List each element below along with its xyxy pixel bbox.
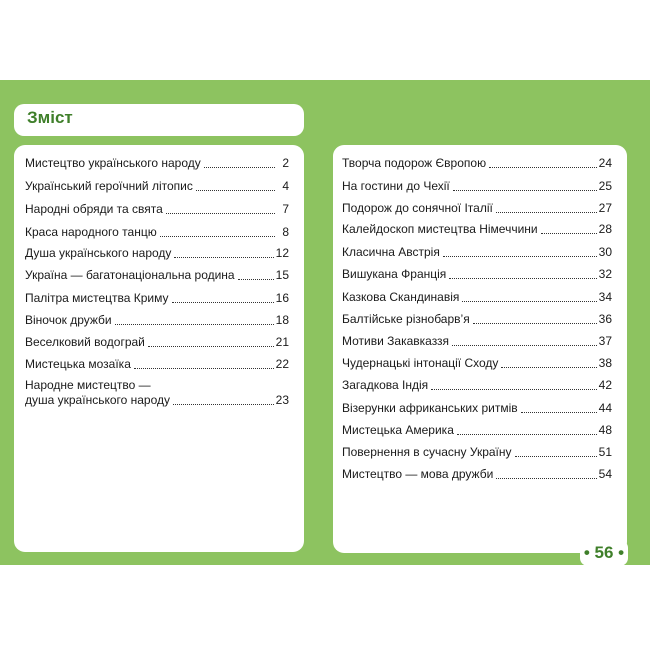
dot-leader [134, 367, 274, 369]
toc-entry-page: 18 [275, 313, 289, 327]
toc-entry-title: Мистецька Америка [342, 423, 454, 437]
toc-entry-page: 22 [275, 357, 289, 371]
toc-entry-title: Балтійське різнобарв’я [342, 312, 470, 326]
dot-leader [541, 232, 597, 234]
toc-entry[interactable] [25, 202, 289, 217]
dot-leader [453, 189, 597, 191]
toc-entry[interactable] [25, 246, 289, 261]
toc-entry-title-line1: Народне мистецтво — [25, 378, 151, 392]
dot-leader [449, 277, 596, 279]
toc-entry-title: Мистецтво — мова дружби [342, 467, 494, 481]
dot-leader [204, 166, 275, 168]
toc-entry-page: 38 [598, 356, 612, 370]
toc-entry-page: 48 [598, 423, 612, 437]
toc-entry-page: 51 [598, 445, 612, 459]
toc-entry[interactable] [342, 179, 612, 194]
toc-entry[interactable] [342, 245, 612, 260]
toc-entry-title: Віночок дружби [25, 313, 112, 327]
toc-entry[interactable] [25, 179, 289, 194]
dot-leader [452, 344, 597, 346]
toc-entry-page: 32 [598, 267, 612, 281]
toc-entry[interactable] [25, 225, 289, 240]
toc-entry-page: 15 [275, 268, 289, 282]
dot-leader [521, 411, 597, 413]
page-title: Зміст [27, 108, 73, 127]
dot-leader [496, 211, 597, 213]
dot-leader [115, 323, 274, 325]
toc-entry-title: Душа українського народу [25, 246, 172, 260]
dot-leader [431, 388, 596, 390]
toc-entry-title: Україна — багатонаціональна родина [25, 268, 235, 282]
toc-entry-page: 37 [598, 334, 612, 348]
toc-entry-page: 24 [598, 156, 612, 170]
toc-entry-title: Чудернацькі інтонації Сходу [342, 356, 499, 370]
toc-entry[interactable] [25, 156, 289, 171]
toc-entry[interactable] [25, 291, 289, 306]
dot-leader [172, 301, 274, 303]
toc-entry[interactable] [342, 445, 612, 460]
toc-entry-title: Палітра мистецтва Криму [25, 291, 169, 305]
dot-leader [166, 212, 275, 214]
toc-entry-title: Казкова Скандинавія [342, 290, 460, 304]
toc-entry-title: Веселковий водограй [25, 335, 145, 349]
dot-leader [462, 300, 596, 302]
dot-leader [148, 345, 274, 347]
toc-entry[interactable] [342, 378, 612, 393]
dot-leader [501, 366, 596, 368]
toc-entry[interactable] [25, 268, 289, 283]
dot-leader [457, 433, 597, 435]
dot-leader [173, 403, 274, 405]
toc-entry-page: 23 [275, 393, 289, 407]
dot-leader [515, 455, 597, 457]
toc-entry-page: 34 [598, 290, 612, 304]
toc-entry[interactable] [342, 467, 612, 482]
toc-entry-page: 2 [282, 156, 289, 170]
toc-entry[interactable] [25, 335, 289, 350]
toc-entry-page: 42 [598, 378, 612, 392]
toc-entry[interactable] [342, 156, 612, 171]
toc-entry-title: Мотиви Закавказзя [342, 334, 450, 348]
toc-entry-title: Загадкова Індія [342, 378, 429, 392]
toc-entry-title: Мистецтво українського народу [25, 156, 201, 170]
toc-entry[interactable] [25, 357, 289, 372]
dot-leader [174, 256, 273, 258]
dot-leader [443, 255, 597, 257]
dot-leader [489, 166, 597, 168]
toc-entry-page: 28 [598, 222, 612, 236]
dot-leader [160, 235, 275, 237]
toc-entry-page: 4 [282, 179, 289, 193]
toc-entry-title: Подорож до сонячної Італії [342, 201, 493, 215]
toc-entry-title: Повернення в сучасну Україну [342, 445, 512, 459]
toc-entry-title: Творча подорож Європою [342, 156, 487, 170]
toc-entry-title: Український героїчний літопис [25, 179, 193, 193]
toc-entry[interactable] [342, 356, 612, 371]
toc-entry[interactable] [342, 401, 612, 416]
toc-entry-title: душа українського народу [25, 393, 171, 407]
toc-entry[interactable] [342, 267, 612, 282]
toc-entry-title: На гостини до Чехії [342, 179, 450, 193]
toc-entry[interactable] [342, 222, 612, 237]
dot-leader [496, 477, 596, 479]
toc-entry-title: Класична Австрія [342, 245, 440, 259]
toc-entry[interactable] [342, 201, 612, 216]
toc-entry[interactable] [342, 312, 612, 327]
heading-box [14, 104, 304, 136]
toc-entry-title: Візерунки африканських ритмів [342, 401, 518, 415]
toc-entry-page: 21 [275, 335, 289, 349]
page-number: • 56 • [580, 540, 628, 566]
toc-entry-page: 25 [598, 179, 612, 193]
dot-leader [196, 189, 275, 191]
toc-entry-multiline[interactable] [25, 378, 289, 408]
toc-entry-title: Мистецька мозаїка [25, 357, 131, 371]
toc-entry-title: Вишукана Франція [342, 267, 447, 281]
toc-entry-page: 54 [598, 467, 612, 481]
dot-leader [473, 322, 597, 324]
toc-entry-page: 8 [282, 225, 289, 239]
toc-entry[interactable] [25, 313, 289, 328]
toc-entry-page: 7 [282, 202, 289, 216]
toc-entry-page: 36 [598, 312, 612, 326]
dot-leader [238, 278, 274, 280]
toc-entry[interactable] [342, 290, 612, 305]
toc-entry-title: Краса народного танцю [25, 225, 157, 239]
toc-entry[interactable] [342, 334, 612, 349]
toc-entry-title: Калейдоскоп мистецтва Німеччини [342, 222, 538, 236]
toc-entry-page: 44 [598, 401, 612, 415]
toc-entry[interactable] [342, 423, 612, 438]
toc-entry-title: Народні обряди та свята [25, 202, 163, 216]
toc-entry-page: 12 [275, 246, 289, 260]
toc-entry-page: 27 [598, 201, 612, 215]
toc-entry-page: 30 [598, 245, 612, 259]
toc-entry-page: 16 [275, 291, 289, 305]
